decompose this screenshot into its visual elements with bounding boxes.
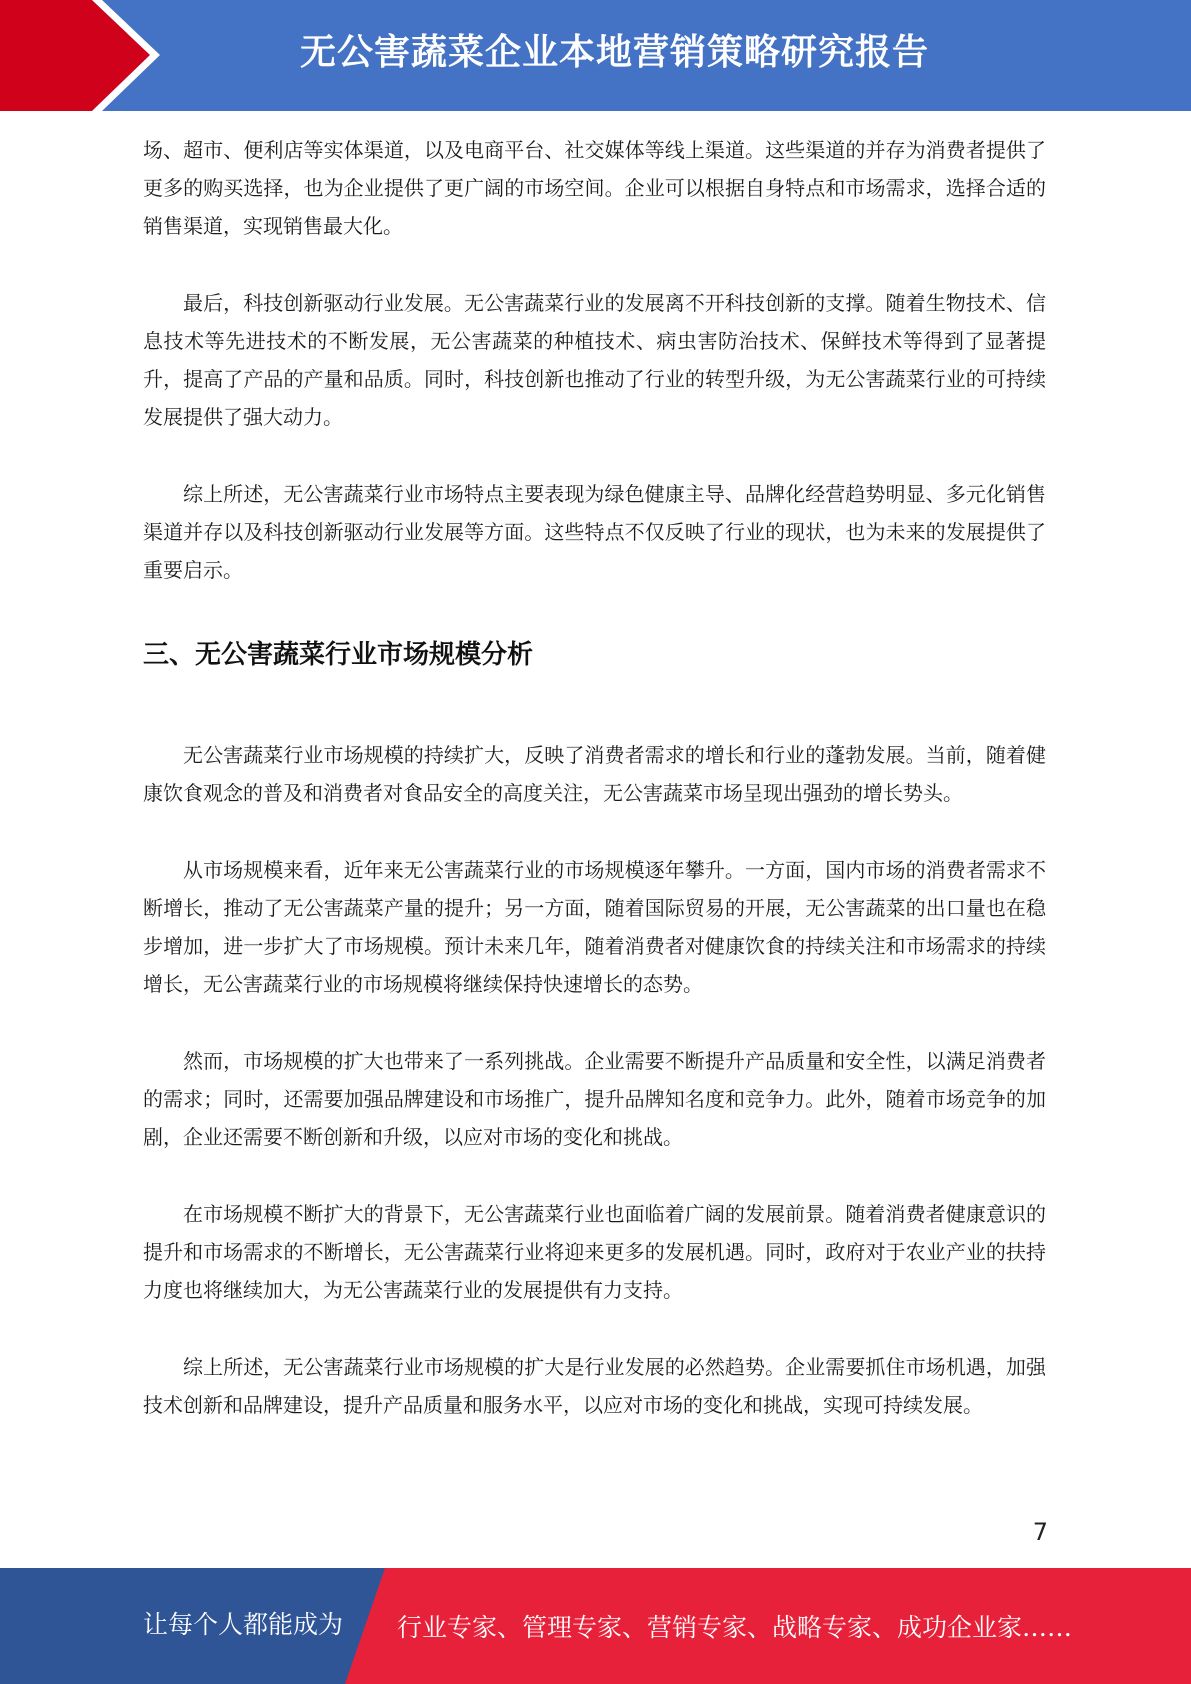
paragraph: 场、超市、便利店等实体渠道，以及电商平台、社交媒体等线上渠道。这些渠道的并存为消费者提供了更多的购买选择，也为企业提供了更广阔的市场空间。企业可以根据自身特点和市场需求，选择合适的销售渠道，实现销售最大化。 [143,138,1046,238]
paragraph: 无公害蔬菜行业市场规模的持续扩大，反映了消费者需求的增长和行业的蓬勃发展。当前，随着健康饮食观念的普及和消费者对食品安全的高度关注，无公害蔬菜市场呈现出强劲的增长势头。 [143,743,1046,805]
paragraph: 综上所述，无公害蔬菜行业市场特点主要表现为绿色健康主导、品牌化经营趋势明显、多元化销售渠道并存以及科技创新驱动行业发展等方面。这些特点不仅反映了行业的现状，也为未来的发展提供了重要启示。 [143,482,1046,582]
page-header [0,0,1191,111]
paragraph: 综上所述，无公害蔬菜行业市场规模的扩大是行业发展的必然趋势。企业需要抓住市场机遇，加强技术创新和品牌建设，提升产品质量和服务水平，以应对市场的变化和挑战，实现可持续发展。 [143,1355,1046,1417]
report-title: 无公害蔬菜企业本地营销策略研究报告 [300,32,930,73]
paragraph: 从市场规模来看，近年来无公害蔬菜行业的市场规模逐年攀升。一方面，国内市场的消费者需求不断增长，推动了无公害蔬菜产量的提升；另一方面，随着国际贸易的开展，无公害蔬菜的出口量也在稳步增加，进一步扩大了市场规模。预计未来几年，随着消费者对健康饮食的持续关注和市场需求的持续增长，无公害蔬菜行业的市场规模将继续保持快速增长的态势。 [143,858,1046,996]
page-footer [0,1568,1191,1684]
page-number: 7 [1032,1518,1048,1546]
footer-slogan-left: 让每个人都能成为 [143,1610,344,1639]
header-arrow-decoration [0,0,300,111]
section-heading: 三、无公害蔬菜行业市场规模分析 [143,640,534,670]
paragraph: 在市场规模不断扩大的背景下，无公害蔬菜行业也面临着广阔的发展前景。随着消费者健康意识的提升和市场需求的不断增长，无公害蔬菜行业将迎来更多的发展机遇。同时，政府对于农业产业的扶持力度也将继续加大，为无公害蔬菜行业的发展提供有力支持。 [143,1202,1046,1302]
page-body [143,131,1046,1424]
paragraph: 然而，市场规模的扩大也带来了一系列挑战。企业需要不断提升产品质量和安全性，以满足消费者的需求；同时，还需要加强品牌建设和市场推广，提升品牌知名度和竞争力。此外，随着市场竞争的加剧，企业还需要不断创新和升级，以应对市场的变化和挑战。 [143,1049,1046,1149]
paragraph: 最后，科技创新驱动行业发展。无公害蔬菜行业的发展离不开科技创新的支撑。随着生物技术、信息技术等先进技术的不断发展，无公害蔬菜的种植技术、病虫害防治技术、保鲜技术等得到了显著提升，提高了产品的产量和品质。同时，科技创新也推动了行业的转型升级，为无公害蔬菜行业的可持续发展提供了强大动力。 [143,291,1046,429]
footer-slogan-right: 行业专家、管理专家、营销专家、战略专家、成功企业家…… [397,1613,1073,1642]
